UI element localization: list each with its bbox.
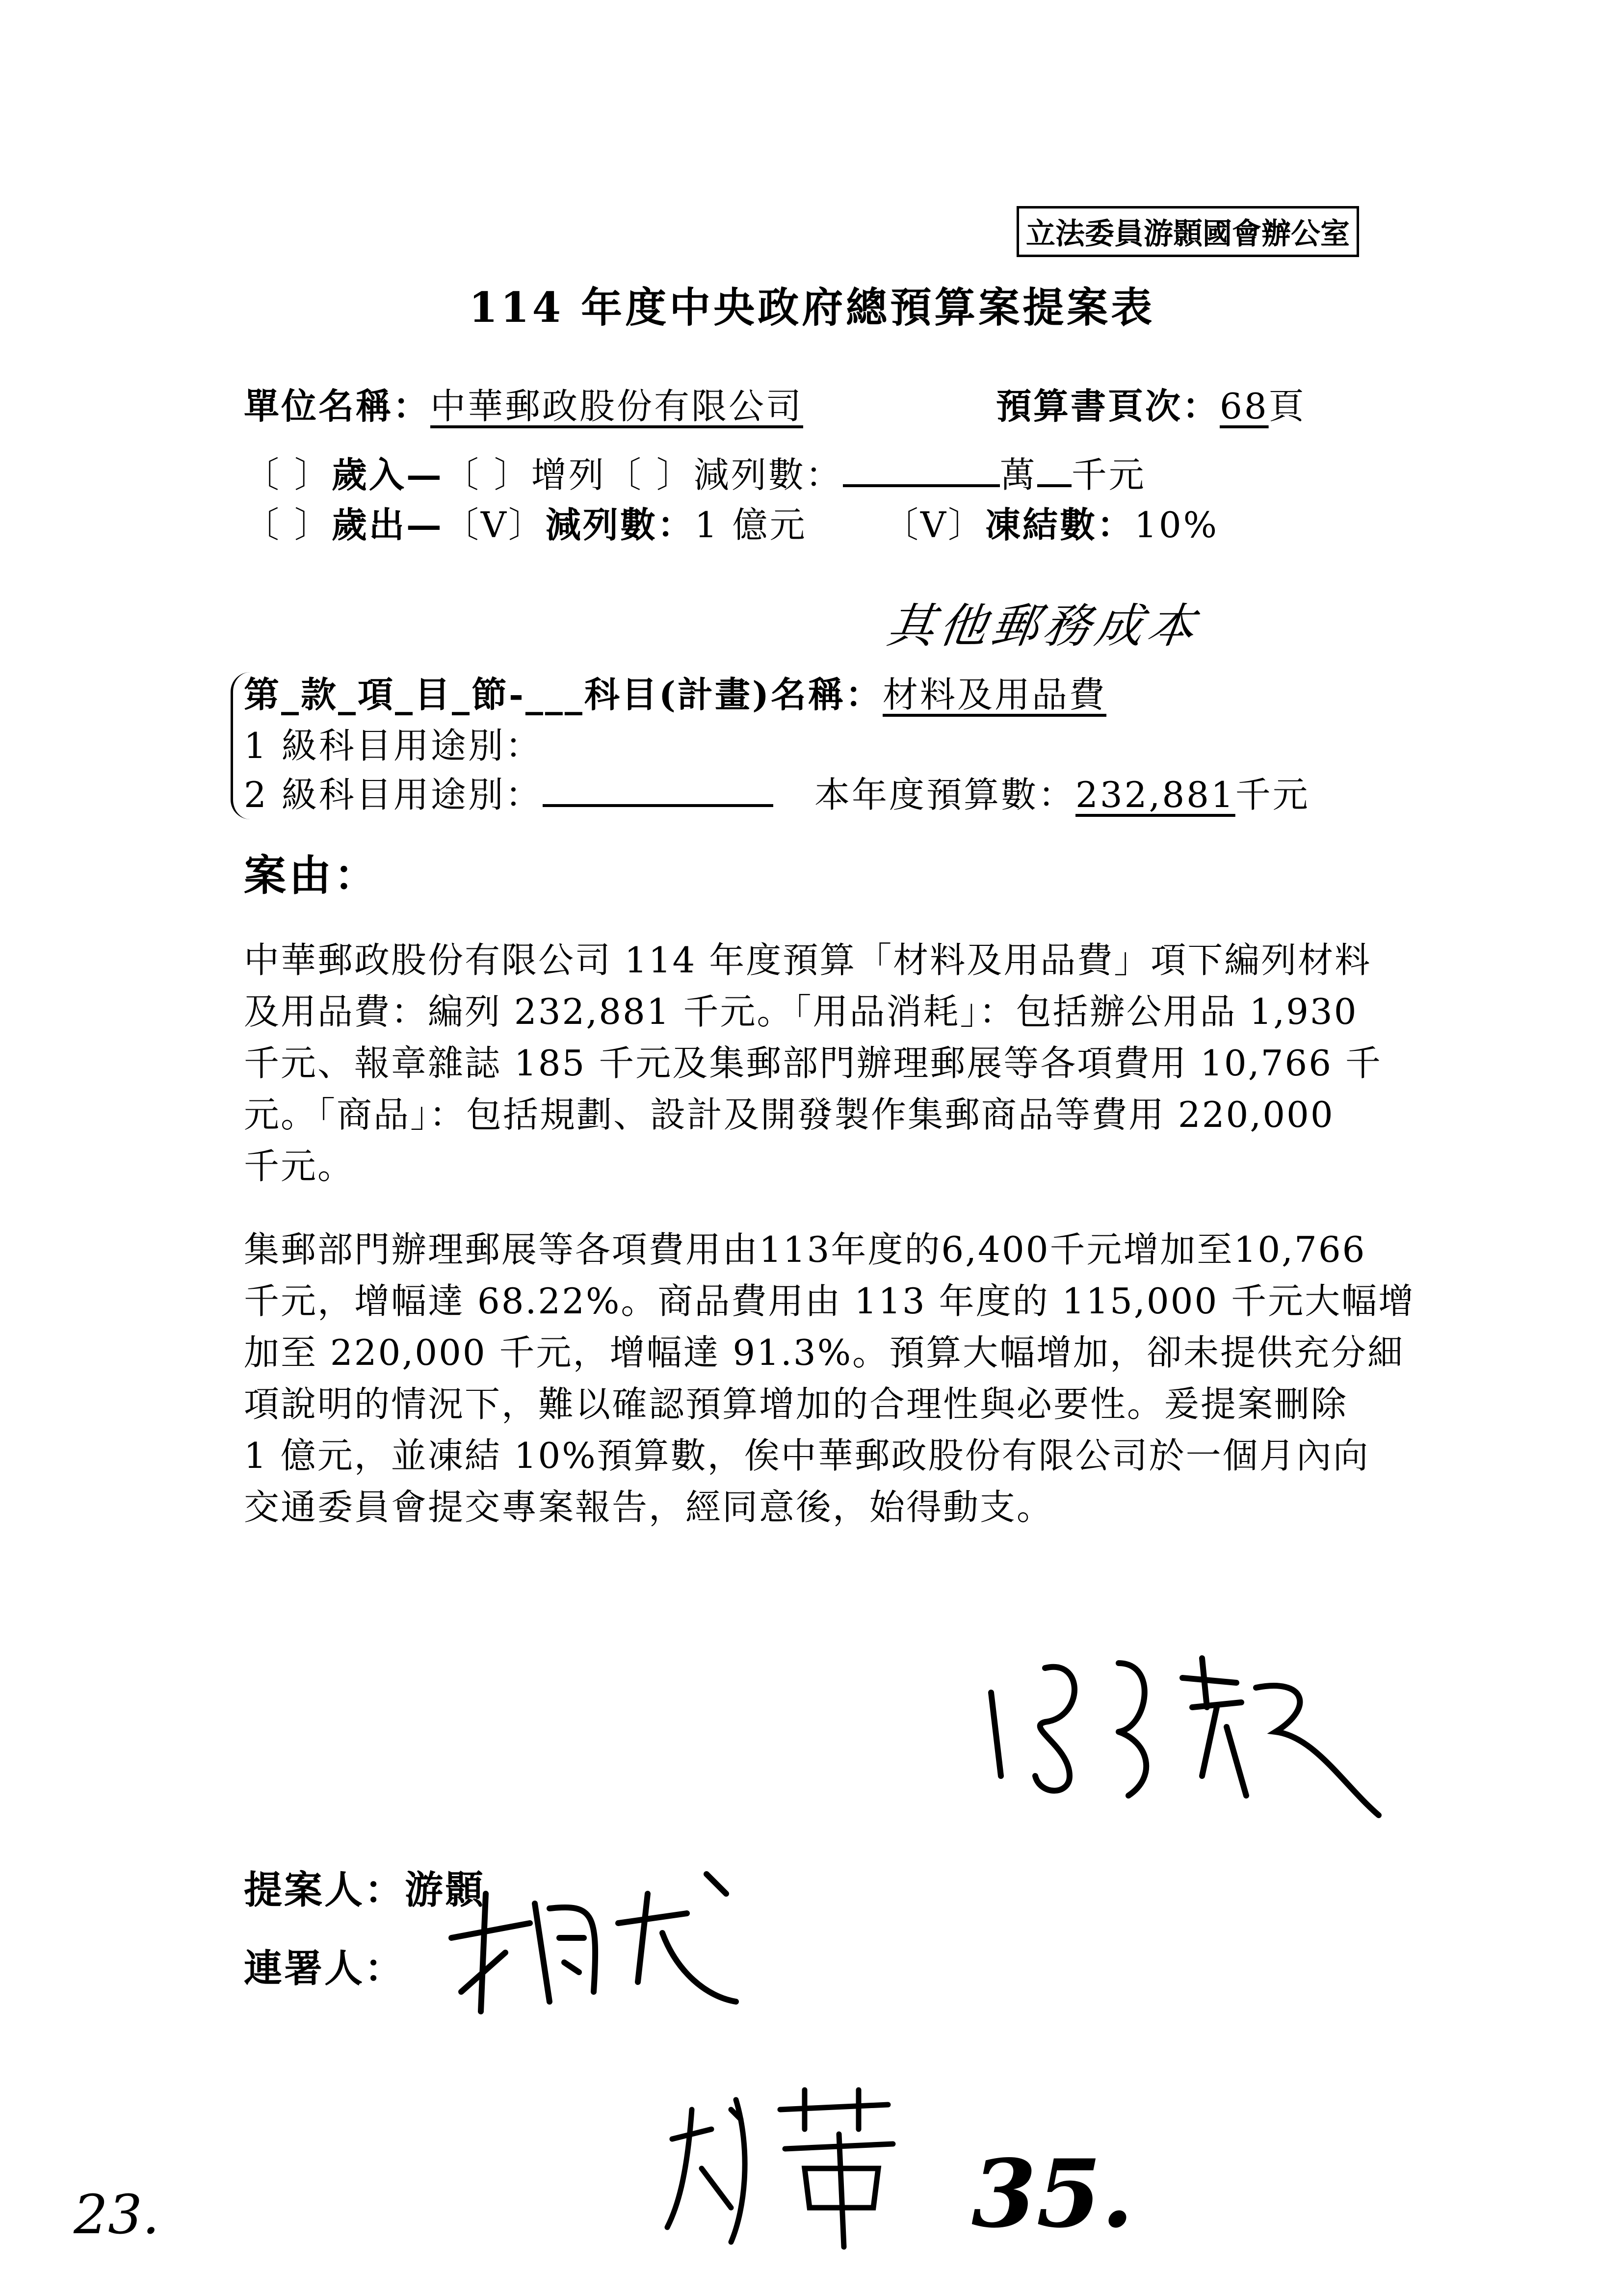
expense-decrease-value: 1 億元 xyxy=(694,504,807,546)
unit-row xyxy=(244,378,803,429)
reason-paragraph-2 xyxy=(244,1224,1415,1533)
level2-row xyxy=(244,766,773,817)
revenue-line xyxy=(244,446,1146,497)
amount-blank xyxy=(843,455,1000,487)
revenue-label: 歲入— xyxy=(331,454,444,496)
proposer-label: 提案人： xyxy=(244,1868,405,1912)
expense-line xyxy=(244,496,807,548)
unit-value: 中華郵政股份有限公司 xyxy=(430,386,804,427)
handwritten-note: 其他郵務成本 xyxy=(884,599,1204,653)
expense-decrease-label: 減列數： xyxy=(545,504,695,546)
level1-label: 1 級科目用途別： xyxy=(244,725,543,766)
budget-value: 232,881 xyxy=(1075,774,1235,815)
expense-label: 歲出— xyxy=(331,504,444,546)
signature-1 xyxy=(971,1648,1393,1835)
proposer-name: 游顥 xyxy=(405,1868,486,1912)
unit-label: 單位名稱： xyxy=(244,385,431,427)
cosigner-signature-1 xyxy=(432,1864,746,2026)
amount-blank-2 xyxy=(1037,455,1072,487)
text-line: 交通委員會提交專案報告，經同意後，始得動支。 xyxy=(244,1487,1054,1528)
text-line: 及用品費：編列 232,881 千元。「用品消耗」：包括辦公用品 1,930 xyxy=(244,991,1358,1032)
reason-heading: 案由： xyxy=(244,851,379,900)
freeze-label: 凍結數： xyxy=(985,504,1135,546)
text-line: 千元。 xyxy=(244,1146,355,1187)
handwritten-number: 35. xyxy=(971,2139,1134,2248)
page-ref xyxy=(996,378,1306,429)
page-suffix: 頁 xyxy=(1268,386,1306,427)
level2-blank xyxy=(543,775,773,807)
text-line: 千元、報章雜誌 185 千元及集郵部門辦理郵展等各項費用 10,766 千 xyxy=(244,1043,1382,1084)
decrease-checkbox: 〔 〕 xyxy=(605,454,694,496)
text-line: 千元，增幅達 68.22%。商品費用由 113 年度的 115,000 千元大幅增 xyxy=(244,1280,1415,1322)
account-label: 第_款_項_目_節-___科目(計畫)名稱： xyxy=(244,674,883,715)
decrease-label: 減列數： xyxy=(693,454,843,496)
page-label: 預算書頁次： xyxy=(996,385,1220,427)
text-line: 中華郵政股份有限公司 114 年度預算「材料及用品費」項下編列材料 xyxy=(244,939,1372,981)
budget-label: 本年度預算數： xyxy=(814,774,1076,815)
reason-paragraph-1 xyxy=(244,935,1382,1192)
freeze-value: 10% xyxy=(1134,504,1219,546)
unit-thousand: 千元 xyxy=(1071,454,1146,496)
freeze-line xyxy=(883,496,1219,548)
budget-unit: 千元 xyxy=(1235,774,1310,815)
account-row xyxy=(244,666,1106,717)
office-stamp: 立法委員游顥國會辦公室 xyxy=(1017,206,1359,257)
text-line: 1 億元，並凍結 10%預算數，俟中華郵政股份有限公司於一個月內向 xyxy=(244,1435,1370,1476)
handwritten-corner-number: 23. xyxy=(74,2183,159,2246)
page-value: 68 xyxy=(1220,386,1269,427)
text-line: 加至 220,000 千元，增幅達 91.3%。預算大幅增加，卻未提供充分細 xyxy=(244,1332,1405,1373)
cosigner-label: 連署人： xyxy=(244,1946,405,1991)
increase-label: 增列 xyxy=(531,454,606,496)
cosigner-signature-2 xyxy=(657,2080,913,2257)
freeze-checkbox: 〔V〕 xyxy=(883,504,985,546)
expense-decrease-checkbox: 〔V〕 xyxy=(443,504,546,546)
text-line: 元。「商品」：包括規劃、設計及開發製作集郵商品等費用 220,000 xyxy=(244,1094,1335,1135)
budget-row xyxy=(814,766,1310,817)
account-name: 材料及用品費 xyxy=(883,674,1107,715)
level2-label: 2 級科目用途別： xyxy=(244,774,543,815)
text-line: 項說明的情況下，難以確認預算增加的合理性與必要性。爰提案刪除 xyxy=(244,1383,1348,1425)
text-line: 集郵部門辦理郵展等各項費用由113年度的6,400千元增加至10,766 xyxy=(244,1229,1366,1270)
unit-wan: 萬 xyxy=(999,454,1037,496)
revenue-checkbox: 〔 〕 xyxy=(244,454,332,496)
increase-checkbox: 〔 〕 xyxy=(443,454,531,496)
page-title: 114 年度中央政府總預算案提案表 xyxy=(469,283,1155,332)
expense-checkbox: 〔 〕 xyxy=(244,504,332,546)
